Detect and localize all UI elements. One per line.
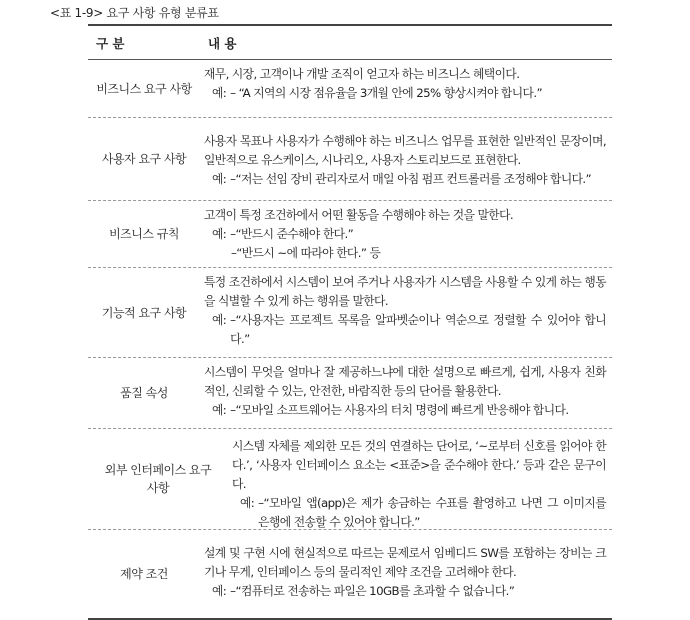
row-description: 시스템이 무엇을 얼마나 잘 제공하느냐에 대한 설명으로 빠르게, 쉽게, 사용자 친화적인, 신뢰할 수 있는, 안전한, 바람직한 등의 단어를 활용한다. bbox=[204, 365, 606, 398]
table-row bbox=[88, 429, 612, 530]
row-content bbox=[200, 530, 612, 618]
header-content: 내 용 bbox=[208, 35, 237, 51]
example-text: –“사용자는 프로젝트 목록을 알파벳순이나 역순으로 정렬할 수 있어야 합니다.” bbox=[230, 313, 606, 346]
row-content bbox=[200, 60, 612, 117]
row-category: 비즈니스 규칙 bbox=[109, 227, 179, 241]
row-content bbox=[200, 358, 612, 428]
example-label: 예: bbox=[212, 313, 227, 327]
table-row bbox=[88, 201, 612, 268]
row-example bbox=[204, 84, 606, 103]
example-text: –“저는 선임 장비 관리자로서 매일 아침 펌프 컨트롤러를 조정해야 합니다.” bbox=[230, 172, 592, 186]
table-row bbox=[88, 60, 612, 118]
table-header bbox=[88, 26, 612, 60]
table-row bbox=[88, 268, 612, 358]
row-description: 사용자 목표나 사용자가 수행해야 하는 비즈니스 업무를 표현한 일반적인 문장이며, 일반적으로 유스케이스, 시나리오, 사용자 스토리보드로 표현한다. bbox=[204, 134, 606, 167]
row-category: 품질 속성 bbox=[120, 386, 168, 400]
row-example bbox=[204, 401, 606, 420]
example-text: –“컴퓨터로 전송하는 파일은 10GB를 초과할 수 없습니다.” bbox=[230, 584, 515, 598]
row-content bbox=[228, 429, 612, 529]
table-row bbox=[88, 118, 612, 201]
example-label: 예: bbox=[212, 172, 227, 186]
example-label: 예: bbox=[212, 227, 227, 241]
row-description: 특정 조건하에서 시스템이 보여 주거나 사용자가 시스템을 사용할 수 있게 하는 행동을 식별할 수 있게 하는 행위를 말한다. bbox=[204, 275, 606, 308]
row-example bbox=[232, 494, 606, 532]
row-example bbox=[204, 244, 606, 263]
example-text: –“반드시 ~에 따라야 한다.” 등 bbox=[231, 246, 381, 260]
example-text: –“모바일 소프트웨어는 사용자의 터치 명령에 빠르게 반응해야 합니다. bbox=[230, 403, 569, 417]
example-label: 예: bbox=[212, 403, 227, 417]
row-category: 제약 조건 bbox=[120, 567, 168, 581]
table-row bbox=[88, 358, 612, 429]
row-description: 고객이 특정 조건하에서 어떤 활동을 수행해야 하는 것을 말한다. bbox=[204, 208, 514, 222]
row-category: 비즈니스 요구 사항 bbox=[96, 81, 192, 96]
row-category: 사용자 요구 사항 bbox=[101, 152, 187, 166]
requirement-type-table bbox=[88, 24, 612, 620]
row-description: 시스템 자체를 제외한 모든 것의 연결하는 단어로, ‘~로부터 신호를 읽어야 한다.’, ‘사용자 인터페이스 요소는 <표준>을 준수해야 한다.’ 등과 같은 문구이다. bbox=[232, 439, 606, 491]
row-example bbox=[204, 170, 606, 189]
header-category: 구 분 bbox=[96, 35, 125, 51]
example-label: 예: bbox=[240, 496, 255, 510]
row-example bbox=[204, 582, 606, 601]
row-category: 기능적 요구 사항 bbox=[101, 305, 187, 320]
example-text: –“반드시 준수해야 한다.” bbox=[230, 227, 354, 241]
row-content bbox=[200, 201, 612, 267]
table-caption: <표 1-9> 요구 사항 유형 분류표 bbox=[50, 6, 219, 20]
row-description: 설계 및 구현 시에 현실적으로 따르는 문제로서 임베디드 SW를 포함하는 장비는 크기나 무게, 인터페이스 등의 물리적인 제약 조건을 고려해야 한다. bbox=[204, 546, 606, 579]
row-content bbox=[200, 268, 612, 357]
row-category: 외부 인터페이스 요구 사항 bbox=[104, 463, 212, 495]
example-label: 예: bbox=[212, 86, 227, 100]
row-description: 재무, 시장, 고객이나 개발 조직이 얻고자 하는 비즈니스 혜택이다. bbox=[204, 67, 520, 81]
table-row bbox=[88, 530, 612, 618]
row-content bbox=[200, 118, 612, 200]
row-example bbox=[204, 225, 606, 244]
example-label: 예: bbox=[212, 584, 227, 598]
example-text: – “A 지역의 시장 점유율을 3개월 안에 25% 향상시켜야 합니다.” bbox=[230, 86, 542, 100]
example-text: –“모바일 앱(app)은 제가 송금하는 수표를 촬영하고 나면 그 이미지를 은행에 전송할 수 있어야 합니다.” bbox=[258, 496, 606, 529]
row-example bbox=[204, 311, 606, 349]
